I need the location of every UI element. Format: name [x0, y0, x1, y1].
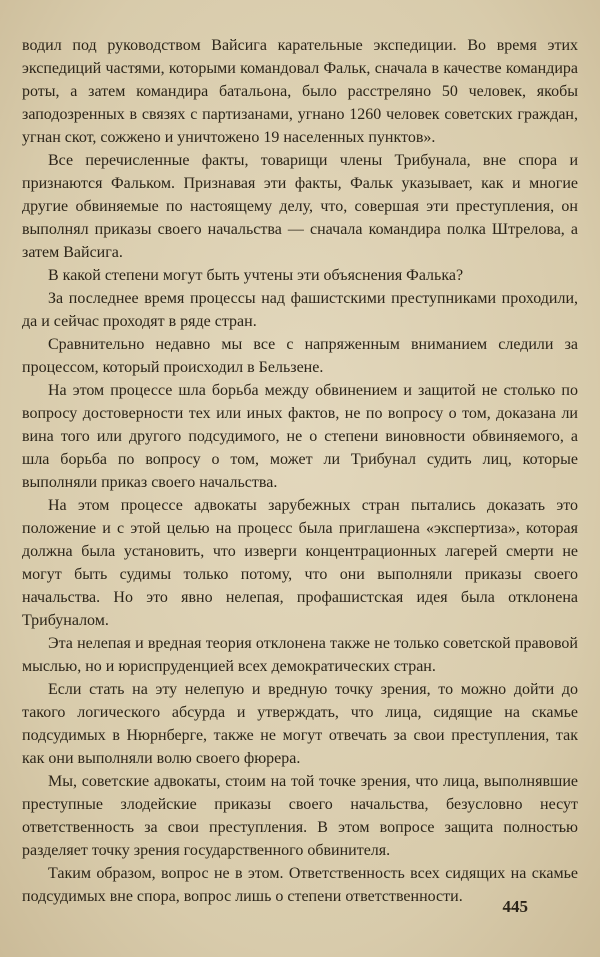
body-text	[22, 34, 578, 908]
paragraph: водил под руководством Вайсига карательные экспедиции. Во время этих экспедиций частями, которыми командовал Фальк, сначала в качестве командира роты, а затем командира батальона, было расстреляно 50 человек, якобы заподозренных в связях с партизанами, угнано 1260 человек советских граждан, угнан скот, сожжено и уничтожено 19 населенных пунктов».	[22, 37, 578, 146]
paragraph: Все перечисленные факты, товарищи члены Трибунала, вне спора и признаются Фальком. Признавая эти факты, Фальк указывает, как и многие другие обвиняемые по настоящему делу, что, совершая эти преступления, он выполнял приказы своего начальства — сначала командира полка Штрелова, а затем Вайсига.	[22, 152, 578, 261]
paragraph: Мы, советские адвокаты, стоим на той точке зрения, что лица, выполнявшие преступные злодейские приказы своего начальства, безусловно несут ответственность за свои преступления. В этом вопросе защита полностью разделяет точку зрения государственного обвинителя.	[22, 773, 578, 859]
paragraph: На этом процессе шла борьба между обвинением и защитой не столько по вопросу достоверности тех или иных фактов, не по вопросу о том, доказана ли вина того или другого подсудимого, не о степени виновности обвиняемого, а шла борьба по вопросу о том, может ли Трибунал судить лиц, которые выполняли приказ своего начальства.	[22, 382, 578, 491]
paragraph: На этом процессе адвокаты зарубежных стран пытались доказать это положение и с этой целью на процесс была приглашена «экспертиза», которая должна была установить, что изверги концентрационных лагерей смерти не могут быть судимы только потому, что они выполняли приказы своего начальства. Но это явно нелепая, профашистская идея была отклонена Трибуналом.	[22, 497, 578, 629]
paragraph: В какой степени могут быть учтены эти объяснения Фалька?	[48, 267, 464, 284]
page-number: 445	[502, 897, 528, 916]
paragraph: Таким образом, вопрос не в этом. Ответственность всех сидящих на скамье подсудимых вне спора, вопрос лишь о степени ответственности.	[22, 865, 578, 905]
paragraph: Сравнительно недавно мы все с напряженным вниманием следили за процессом, который происходил в Бельзене.	[22, 336, 578, 376]
paragraph: Если стать на эту нелепую и вредную точку зрения, то можно дойти до такого логического абсурда и утверждать, что лица, сидящие на скамье подсудимых в Нюрнберге, также не могут отвечать за свои преступления, так как они выполняли волю своего фюрера.	[22, 681, 578, 767]
paragraph: Эта нелепая и вредная теория отклонена также не только советской правовой мыслью, но и юриспруденцией всех демократических стран.	[22, 635, 578, 675]
paragraph: За последнее время процессы над фашистскими преступниками проходили, да и сейчас проходят в ряде стран.	[22, 290, 578, 330]
